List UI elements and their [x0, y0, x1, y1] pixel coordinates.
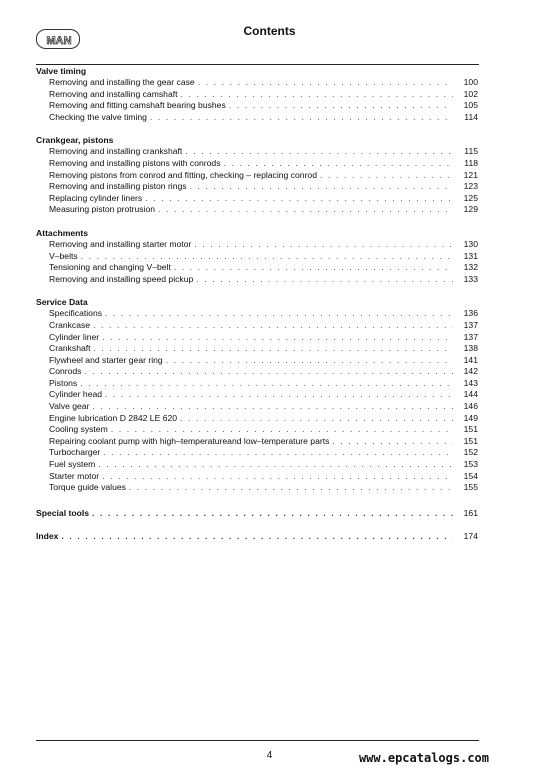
toc-entry[interactable]	[36, 146, 478, 158]
toc-entry[interactable]	[36, 239, 478, 251]
entry-label: Removing pistons from conrod and fitting, checking – replacing conrod	[49, 169, 317, 180]
toc-entry[interactable]	[36, 274, 478, 286]
entry-label: Measuring piston protrusion	[49, 204, 156, 215]
entry-label: Removing and installing pistons with conrods	[49, 157, 221, 168]
section-title: Attachments	[36, 227, 89, 238]
entry-page: 174	[463, 531, 478, 542]
toc-entry[interactable]	[36, 413, 478, 425]
entry-label: Removing and installing crankshaft	[49, 146, 183, 157]
entry-page: 146	[463, 401, 478, 412]
entry-page: 144	[463, 389, 478, 400]
toc-entry[interactable]	[36, 112, 478, 124]
section-attachments	[36, 228, 478, 285]
entry-page: 133	[463, 273, 478, 284]
entry-label: Cooling system	[49, 424, 108, 435]
entry-page: 137	[463, 319, 478, 330]
toc-entry[interactable]	[36, 262, 478, 274]
entry-label: Valve gear	[49, 401, 90, 412]
toc-entry[interactable]	[36, 355, 478, 367]
entry-page: 121	[463, 169, 478, 180]
toc-entry[interactable]	[36, 77, 478, 89]
toc-entry[interactable]	[36, 181, 478, 193]
toc-entry[interactable]	[36, 436, 478, 448]
entry-label: Fuel system	[49, 459, 96, 470]
toc-entry[interactable]	[36, 459, 478, 471]
entry-label: Repairing coolant pump with high–temperatureand low–temperature parts	[49, 435, 330, 446]
toc-entry[interactable]	[36, 204, 478, 216]
entry-label: Starter motor	[49, 470, 100, 481]
entry-page: 136	[463, 308, 478, 319]
page-number: 4	[266, 750, 273, 761]
entry-label: Conrods	[49, 366, 82, 377]
entry-page: 129	[463, 204, 478, 215]
entry-label: Special tools	[36, 507, 90, 518]
toc-entry[interactable]	[36, 424, 478, 436]
toc-entry[interactable]	[36, 158, 478, 170]
entry-page: 155	[463, 482, 478, 493]
entry-page: 125	[463, 192, 478, 203]
entry-page: 154	[463, 470, 478, 481]
entry-page: 138	[463, 343, 478, 354]
entry-page: 141	[463, 354, 478, 365]
toc-entry[interactable]	[36, 401, 478, 413]
toc-entry-index[interactable]	[36, 531, 478, 543]
entry-page: 130	[463, 238, 478, 249]
toc-entry[interactable]	[36, 447, 478, 459]
entry-page: 137	[463, 331, 478, 342]
section-service-data	[36, 297, 478, 494]
entry-label: Torque guide values	[49, 482, 126, 493]
toc-entry[interactable]	[36, 343, 478, 355]
toc-entry[interactable]	[36, 100, 478, 112]
entry-page: 151	[463, 435, 478, 446]
entry-label: Removing and installing speed pickup	[49, 273, 194, 284]
entry-page: 114	[464, 111, 478, 122]
toc-entry[interactable]	[36, 389, 478, 401]
toc-entry[interactable]	[36, 251, 478, 263]
section-title: Valve timing	[36, 66, 87, 76]
entry-page: 153	[463, 459, 478, 470]
entry-label: Removing and fitting camshaft bearing bushes	[49, 100, 226, 111]
entry-page: 118	[464, 157, 478, 168]
section-title: Crankgear, pistons	[36, 135, 114, 146]
entry-label: Crankshaft	[49, 343, 91, 354]
entry-label: Cylinder liner	[49, 331, 100, 342]
entry-label: Removing and installing piston rings	[49, 181, 187, 192]
entry-label: V–belts	[49, 250, 78, 261]
toc-entry[interactable]	[36, 320, 478, 332]
entry-page: 102	[463, 88, 478, 99]
entry-page: 161	[463, 507, 478, 518]
toc-entry[interactable]	[36, 332, 478, 344]
entry-label: Crankcase	[49, 319, 91, 330]
entry-label: Replacing cylinder liners	[49, 192, 143, 203]
entry-label: Tensioning and changing V–belt	[49, 262, 171, 273]
logo-lettering: MAN	[46, 35, 72, 47]
toc-entry[interactable]	[36, 366, 478, 378]
entry-page: 115	[464, 146, 478, 157]
toc-entry[interactable]	[36, 170, 478, 182]
entry-label: Flywheel and starter gear ring	[49, 354, 163, 365]
footer-rule	[36, 740, 479, 741]
toc-entry[interactable]	[36, 193, 478, 205]
entry-page: 131	[463, 250, 478, 261]
entry-page: 132	[463, 262, 478, 273]
toc-entry[interactable]	[36, 482, 478, 494]
table-of-contents	[36, 66, 478, 543]
section-title: Service Data	[36, 297, 88, 308]
watermark: www.epcatalogs.com	[358, 751, 489, 765]
toc-entry-special-tools[interactable]	[36, 508, 478, 520]
entry-page: 105	[463, 100, 478, 111]
toc-entry[interactable]	[36, 471, 478, 483]
entry-label: Pistons	[49, 377, 78, 388]
section-crankgear-pistons	[36, 135, 478, 216]
entry-page: 143	[463, 377, 478, 388]
entry-label: Cylinder head	[49, 389, 103, 400]
entry-label: Removing and installing camshaft	[49, 88, 178, 99]
entry-page: 142	[463, 366, 478, 377]
entry-page: 123	[463, 181, 478, 192]
section-valve-timing	[36, 66, 478, 123]
entry-page: 151	[463, 424, 478, 435]
entry-label: Specifications	[49, 308, 103, 319]
entry-label: Engine lubrication D 2842 LE 620	[49, 412, 178, 423]
entry-label: Turbocharger	[49, 447, 101, 458]
entry-page: 152	[463, 447, 478, 458]
entry-page: 100	[463, 77, 478, 87]
entry-label: Checking the valve timing	[49, 111, 147, 122]
page-title: Contents	[243, 24, 296, 38]
toc-entry[interactable]	[36, 308, 478, 320]
toc-entry[interactable]	[36, 378, 478, 390]
entry-label: Index	[36, 531, 59, 542]
entry-page: 149	[463, 412, 478, 423]
entry-label: Removing and installing the gear case	[49, 77, 195, 87]
toc-entry[interactable]	[36, 89, 478, 101]
entry-label: Removing and installing starter motor	[49, 238, 192, 249]
header-rule	[36, 64, 479, 65]
